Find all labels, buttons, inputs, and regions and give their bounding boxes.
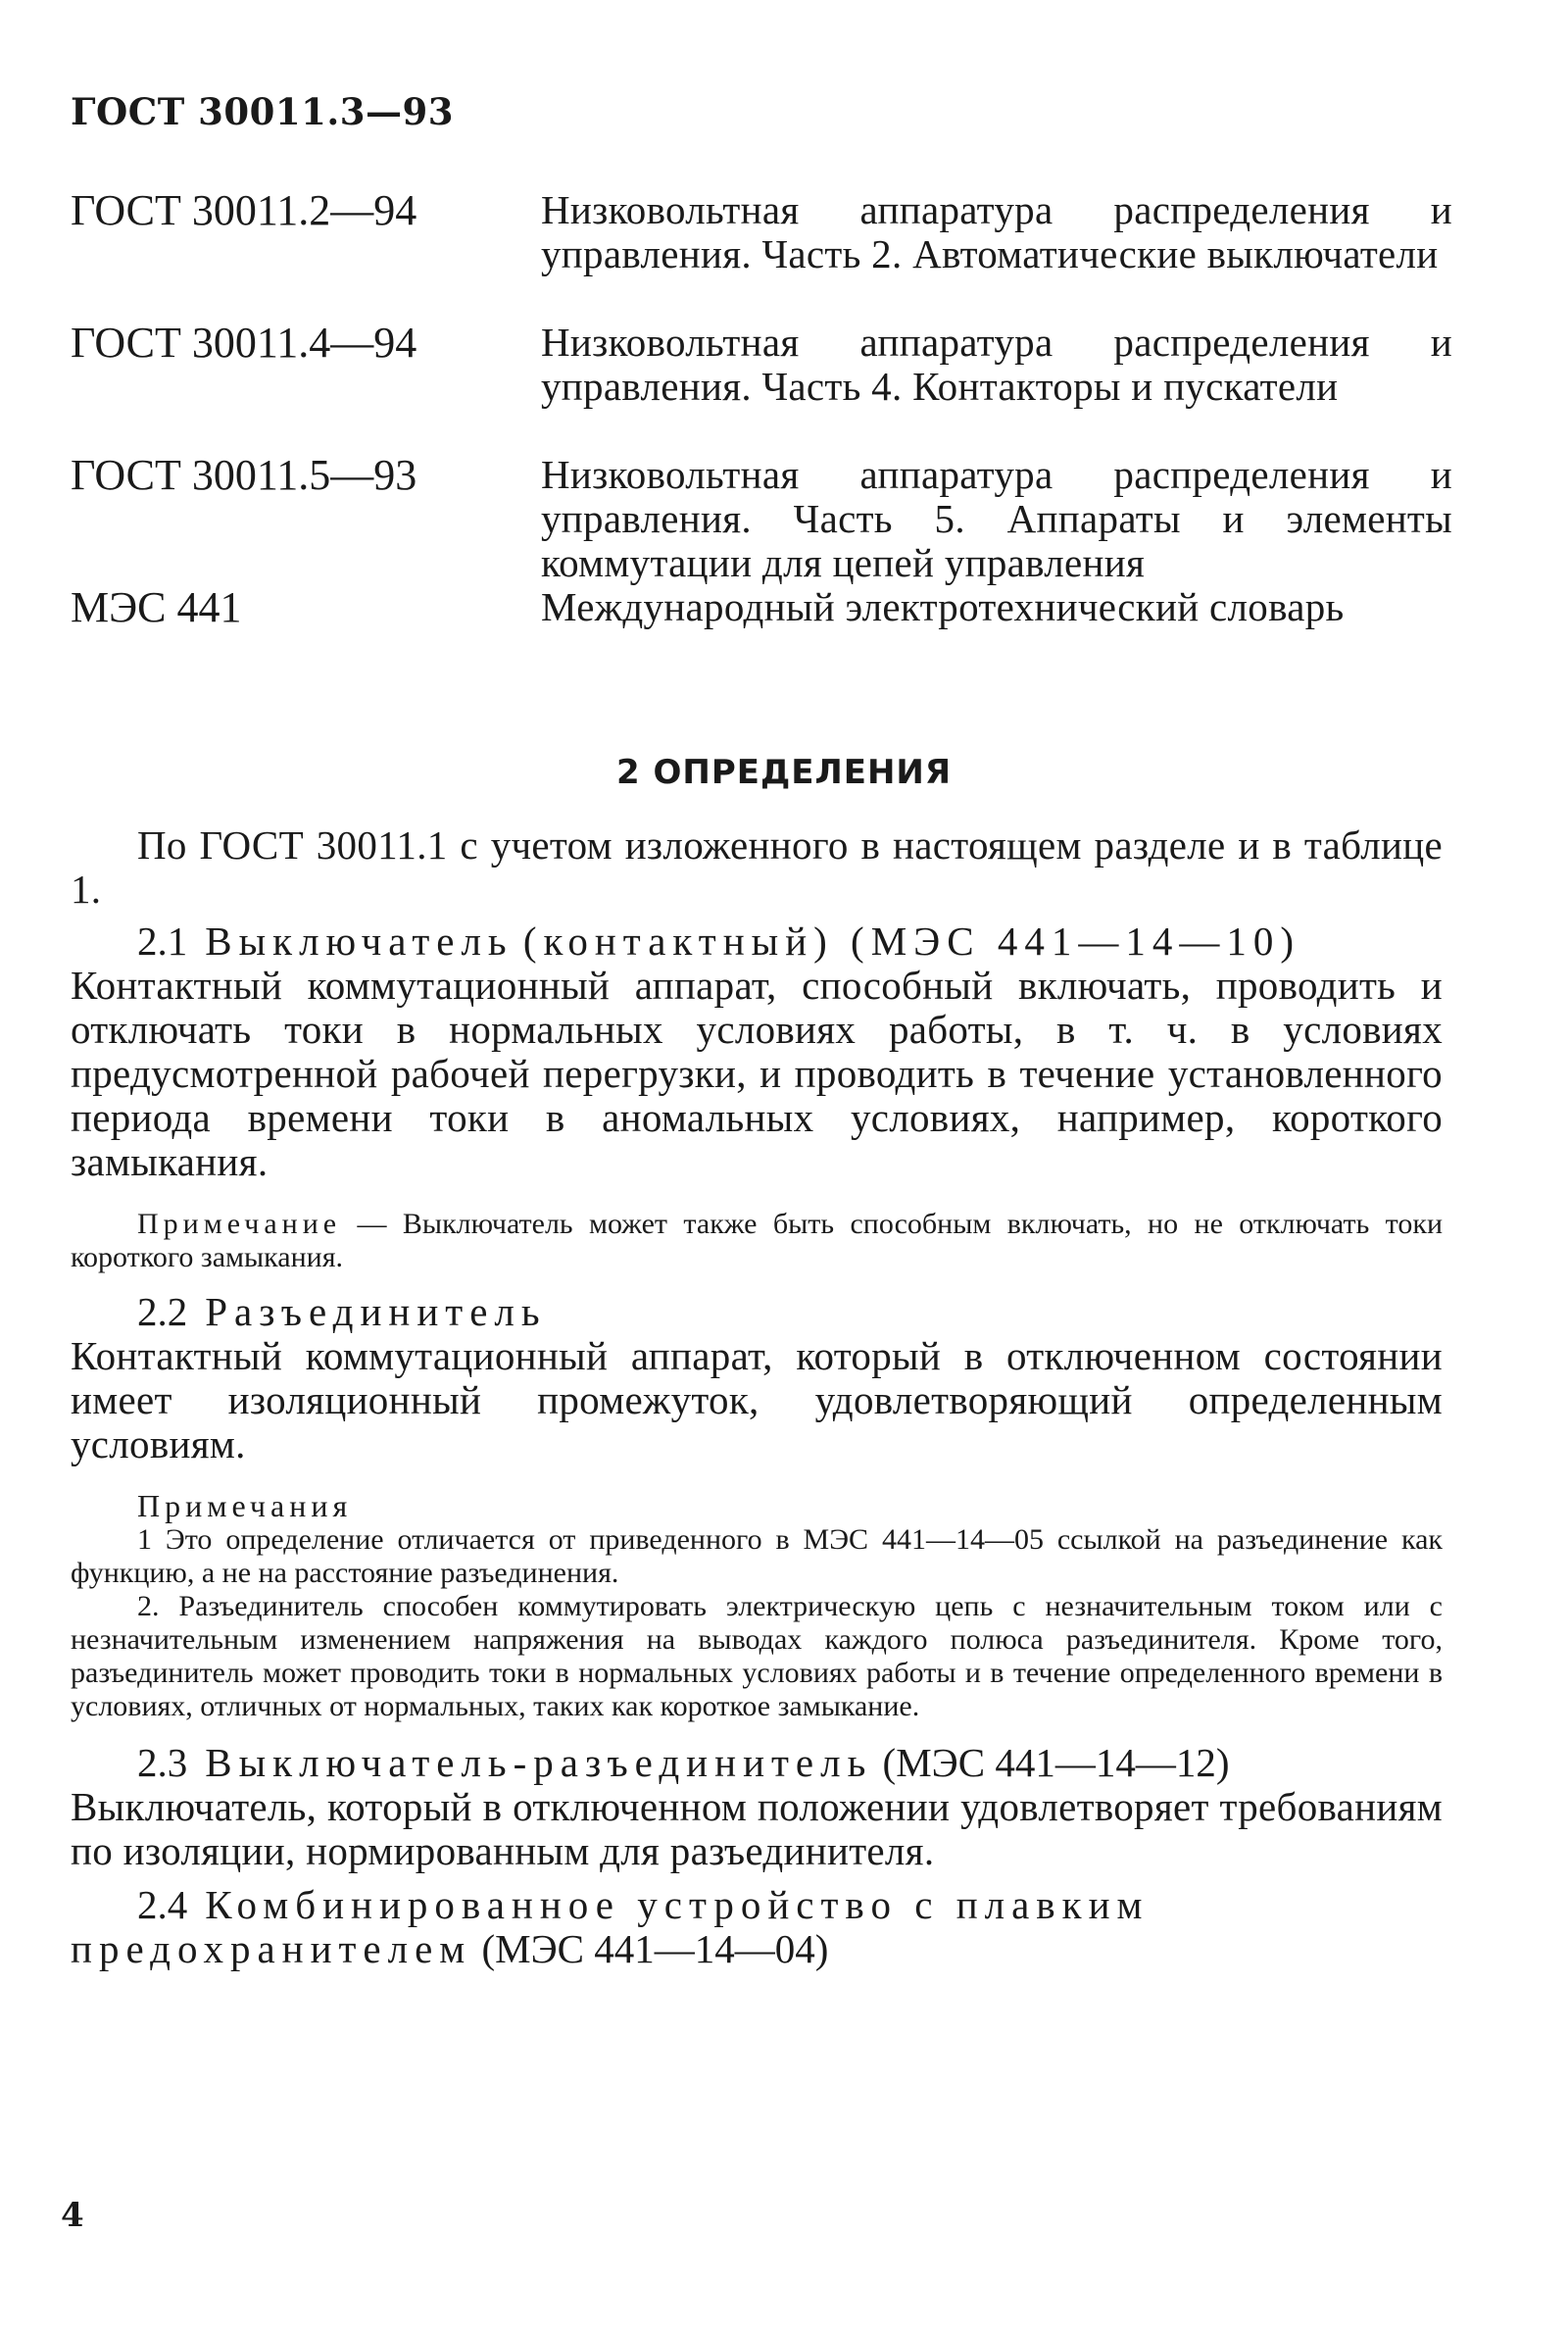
reference-row (71, 321, 1452, 453)
term-definition: Контактный коммутационный аппарат, способный включать, проводить и отключать токи в нормальных условиях работы, в т. ч. в условиях предусмотренной рабочей перегрузки, и проводить в течение установленного периода времени токи в аномальных условиях, например, короткого замыкания. (71, 963, 1443, 1184)
term-number: 2.2 (137, 1289, 188, 1334)
term-name: Комбинированное устройство с плавким предохранителем (71, 1882, 1150, 1971)
note-item: 1 Это определение отличается от приведенного в МЭС 441—14—05 ссылкой на разъединение как функцию, а не на расстояние разъединения. (71, 1523, 1443, 1589)
note-paragraph (71, 1208, 1443, 1274)
reference-code: МЭС 441 (71, 583, 242, 631)
note (71, 1208, 1443, 1274)
term-suffix: (МЭС 441—14—12) (882, 1740, 1230, 1785)
reference-title: Низковольтная аппаратура распределения и управления. Часть 2. Автоматические выключатели (541, 187, 1452, 276)
reference-code: ГОСТ 30011.4—94 (71, 319, 417, 367)
reference-code: ГОСТ 30011.2—94 (71, 186, 417, 234)
running-title: ГОСТ 30011.3—93 (71, 90, 454, 133)
reference-title: Низковольтная аппаратура распределения и управления. Часть 4. Контакторы и пускатели (541, 320, 1452, 409)
reference-title: Международный электротехнический словарь (541, 584, 1345, 629)
term-suffix: (контактный) (МЭС 441—14—10) (522, 919, 1300, 964)
section-body (71, 823, 1443, 1971)
term-name: Выключатель (205, 919, 514, 964)
page-number: 4 (61, 2196, 84, 2235)
note-label: Примечание (137, 1208, 342, 1240)
reference-code: ГОСТ 30011.5—93 (71, 451, 417, 499)
term-definition: Контактный коммутационный аппарат, который в отключенном состоянии имеет изоляционный промежуток, удовлетворяющий определенным условиям. (71, 1333, 1443, 1466)
notes-heading: Примечания (137, 1488, 353, 1523)
normative-references (71, 188, 1452, 673)
term-heading (71, 1741, 1443, 1785)
reference-row (71, 453, 1452, 585)
note-text: — Выключатель может также быть способным включать, но не отключать токи короткого замыкания. (71, 1208, 1443, 1273)
term-heading (71, 1290, 1443, 1334)
term-number: 2.1 (137, 919, 188, 964)
term-name: Разъединитель (205, 1289, 547, 1334)
term-number: 2.3 (137, 1740, 188, 1785)
section-heading: 2 ОПРЕДЕЛЕНИЯ (615, 753, 953, 792)
term-definition: Выключатель, который в отключенном положении удовлетворяет требованиям по изоляции, нормированным для разъединителя. (71, 1784, 1443, 1873)
term-name: Выключатель-разъединитель (205, 1740, 873, 1785)
term-suffix: (МЭС 441—14—04) (481, 1926, 829, 1971)
note-item: 2. Разъединитель способен коммутировать электрическую цепь с незначительным током или с незначительным изменением напряжения на выводах каждого полюса разъединителя. Кроме того, разъединитель может проводить токи в нормальных условиях работы и в течение определенного времени в условиях, отличных от нормальных, таких как короткое замыкание. (71, 1590, 1443, 1722)
reference-title: Низковольтная аппаратура распределения и управления. Часть 5. Аппараты и элементы коммутации для цепей управления (541, 452, 1452, 585)
term-heading (71, 1883, 1443, 1971)
reference-row (71, 585, 1452, 673)
term-heading (71, 919, 1443, 964)
reference-row (71, 188, 1452, 321)
section-intro: По ГОСТ 30011.1 с учетом изложенного в настоящем разделе и в таблице 1. (71, 822, 1443, 912)
term-number: 2.4 (137, 1882, 188, 1927)
